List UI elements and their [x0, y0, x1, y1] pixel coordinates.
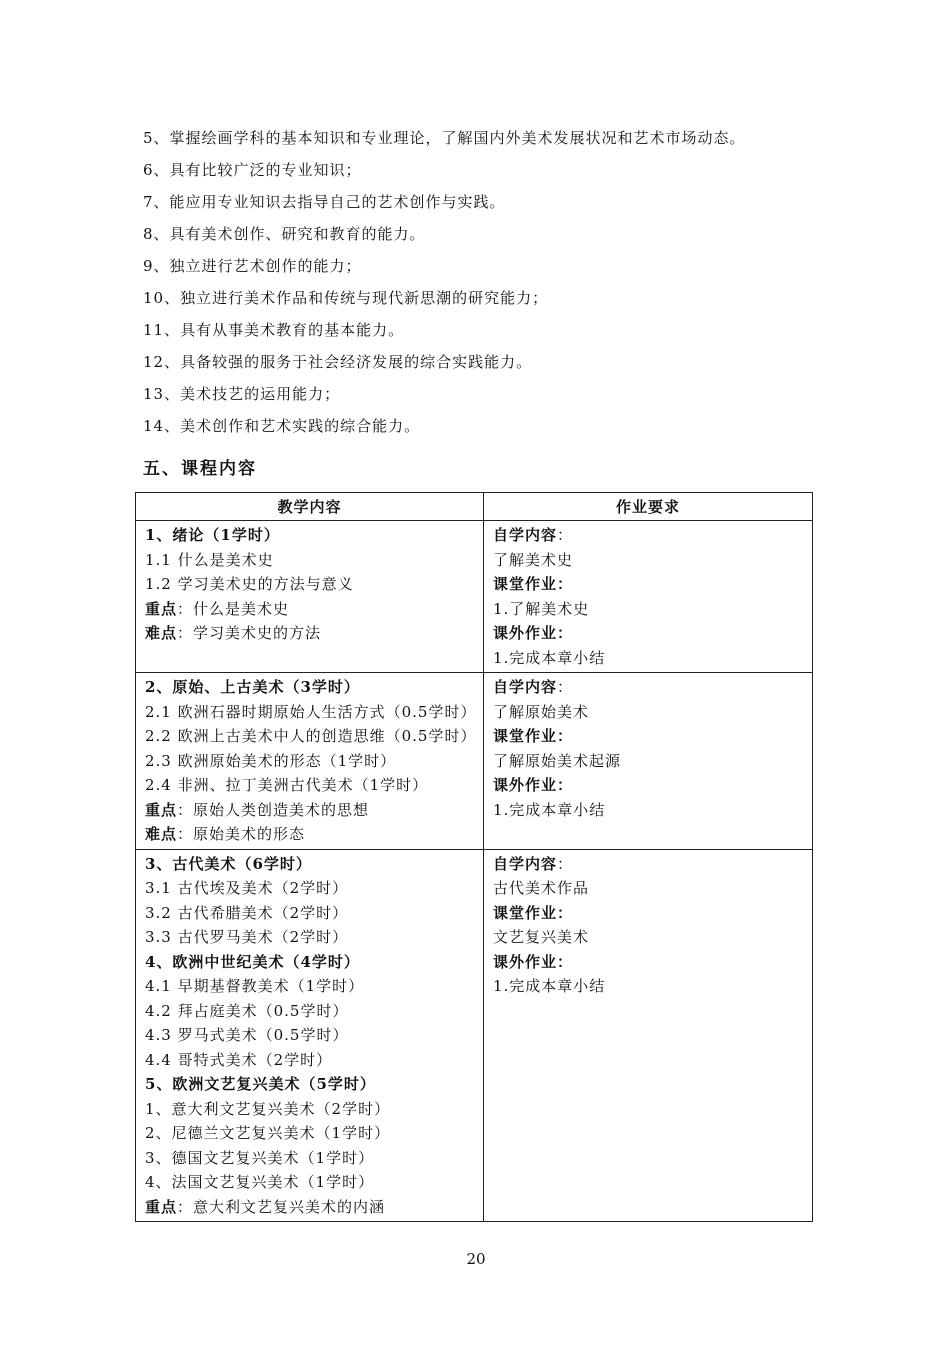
- cell-line: 课外作业：: [493, 952, 574, 971]
- cell-line: 了解美术史: [493, 550, 574, 569]
- cell-line-text: ：: [557, 678, 574, 696]
- cell-line-text: ：意大利文艺复兴美术的内涵: [177, 1197, 386, 1216]
- cell-line: 1、绪论（1学时）: [145, 526, 280, 544]
- course-content-table: [135, 492, 813, 1222]
- cell-line-label: 重点: [145, 1197, 178, 1216]
- cell-line: [145, 822, 483, 847]
- cell-line: 1.了解美术史: [493, 599, 590, 618]
- table-row: [136, 673, 813, 850]
- assignment-cell: [484, 521, 813, 673]
- cell-line: [145, 597, 483, 622]
- cell-line: 课堂作业：: [493, 727, 574, 745]
- cell-line: 2.3 欧洲原始美术的形态（1学时）: [145, 751, 397, 770]
- cell-line: 1、意大利文艺复兴美术（2学时）: [145, 1099, 391, 1118]
- cell-line: 4、欧洲中世纪美术（4学时）: [145, 952, 360, 971]
- list-item: 6、具有比较广泛的专业知识；: [143, 161, 362, 179]
- table-header-row: [136, 493, 813, 521]
- cell-line: 3.2 古代希腊美术（2学时）: [145, 903, 349, 922]
- cell-line-text: ：什么是美术史: [177, 599, 290, 618]
- cell-line: 了解原始美术: [493, 702, 590, 721]
- cell-line-label: 自学内容: [493, 526, 558, 544]
- teaching-content-cell: [136, 673, 484, 850]
- cell-line-text: ：原始人类创造美术的思想: [177, 800, 370, 819]
- header-teaching-content: 教学内容: [136, 493, 484, 521]
- cell-line: 课外作业：: [493, 624, 574, 642]
- cell-line-label: 自学内容: [493, 854, 558, 873]
- cell-line-label: 重点: [145, 599, 178, 618]
- cell-line: 1.1 什么是美术史: [145, 550, 274, 569]
- cell-line: 2.2 欧洲上古美术中人的创造思维（0.5学时）: [145, 727, 477, 745]
- cell-line-text: ：: [557, 854, 574, 873]
- list-item: 12、具备较强的服务于社会经济发展的综合实践能力。: [143, 353, 533, 371]
- cell-line: 课堂作业：: [493, 575, 574, 593]
- cell-line: [145, 1195, 483, 1220]
- cell-line: 古代美术作品: [493, 879, 590, 897]
- cell-line: 1.完成本章小结: [493, 977, 606, 995]
- cell-line: [145, 621, 483, 646]
- cell-line-label: 自学内容: [493, 678, 558, 696]
- cell-line: 4.2 拜占庭美术（0.5学时）: [145, 1001, 349, 1020]
- cell-line: [493, 523, 812, 548]
- cell-line: 课堂作业：: [493, 903, 574, 922]
- cell-line: 3、德国文艺复兴美术（1学时）: [145, 1148, 375, 1167]
- ability-list: [143, 122, 823, 442]
- cell-line: 4.4 哥特式美术（2学时）: [145, 1050, 333, 1069]
- cell-line: 3.3 古代罗马美术（2学时）: [145, 928, 349, 946]
- cell-line: 2.1 欧洲石器时期原始人生活方式（0.5学时）: [145, 702, 477, 721]
- cell-line: 2、原始、上古美术（3学时）: [145, 678, 360, 696]
- table-row: [136, 521, 813, 673]
- cell-line-text: ：原始美术的形态: [177, 825, 306, 843]
- cell-line: 课外作业：: [493, 776, 574, 794]
- cell-line: 4.1 早期基督教美术（1学时）: [145, 977, 365, 995]
- cell-line: 3.1 古代埃及美术（2学时）: [145, 879, 349, 897]
- list-item: 7、能应用专业知识去指导自己的艺术创作与实践。: [143, 193, 506, 211]
- assignment-cell: [484, 849, 813, 1222]
- cell-line-text: ：学习美术史的方法: [177, 624, 322, 642]
- list-item: 13、美术技艺的运用能力；: [143, 385, 341, 403]
- list-item: 5、掌握绘画学科的基本知识和专业理论，了解国内外美术发展状况和艺术市场动态。: [143, 129, 746, 147]
- page-number: 20: [466, 1250, 486, 1268]
- list-item: 14、美术创作和艺术实践的综合能力。: [143, 417, 421, 435]
- cell-line: 文艺复兴美术: [493, 928, 590, 946]
- cell-line: [145, 798, 483, 823]
- cell-line-label: 难点: [145, 825, 178, 843]
- cell-line: 了解原始美术起源: [493, 751, 622, 770]
- teaching-content-cell: [136, 849, 484, 1222]
- list-item: 8、具有美术创作、研究和教育的能力。: [143, 225, 426, 243]
- cell-line-label: 重点: [145, 800, 178, 819]
- list-item: 9、独立进行艺术创作的能力；: [143, 257, 362, 275]
- cell-line: [493, 852, 812, 877]
- list-item: 10、独立进行美术作品和传统与现代新思潮的研究能力；: [143, 289, 549, 307]
- cell-line: 1.2 学习美术史的方法与意义: [145, 575, 354, 593]
- cell-line: 4.3 罗马式美术（0.5学时）: [145, 1026, 349, 1044]
- cell-line: 1.完成本章小结: [493, 800, 606, 819]
- cell-line: 3、古代美术（6学时）: [145, 854, 312, 873]
- assignment-cell: [484, 673, 813, 850]
- cell-line: 2、尼德兰文艺复兴美术（1学时）: [145, 1124, 391, 1142]
- cell-line: [493, 675, 812, 700]
- header-assignment-requirements: 作业要求: [484, 493, 813, 521]
- cell-line-text: ：: [557, 526, 574, 544]
- cell-line: 5、欧洲文艺复兴美术（5学时）: [145, 1075, 376, 1093]
- cell-line: 2.4 非洲、拉丁美洲古代美术（1学时）: [145, 776, 429, 794]
- cell-line-label: 难点: [145, 624, 178, 642]
- cell-line: 1.完成本章小结: [493, 648, 606, 667]
- teaching-content-cell: [136, 521, 484, 673]
- list-item: 11、具有从事美术教育的基本能力。: [143, 321, 405, 339]
- table-row: [136, 849, 813, 1222]
- cell-line: 4、法国文艺复兴美术（1学时）: [145, 1173, 375, 1191]
- section-heading: 五、课程内容: [143, 459, 257, 479]
